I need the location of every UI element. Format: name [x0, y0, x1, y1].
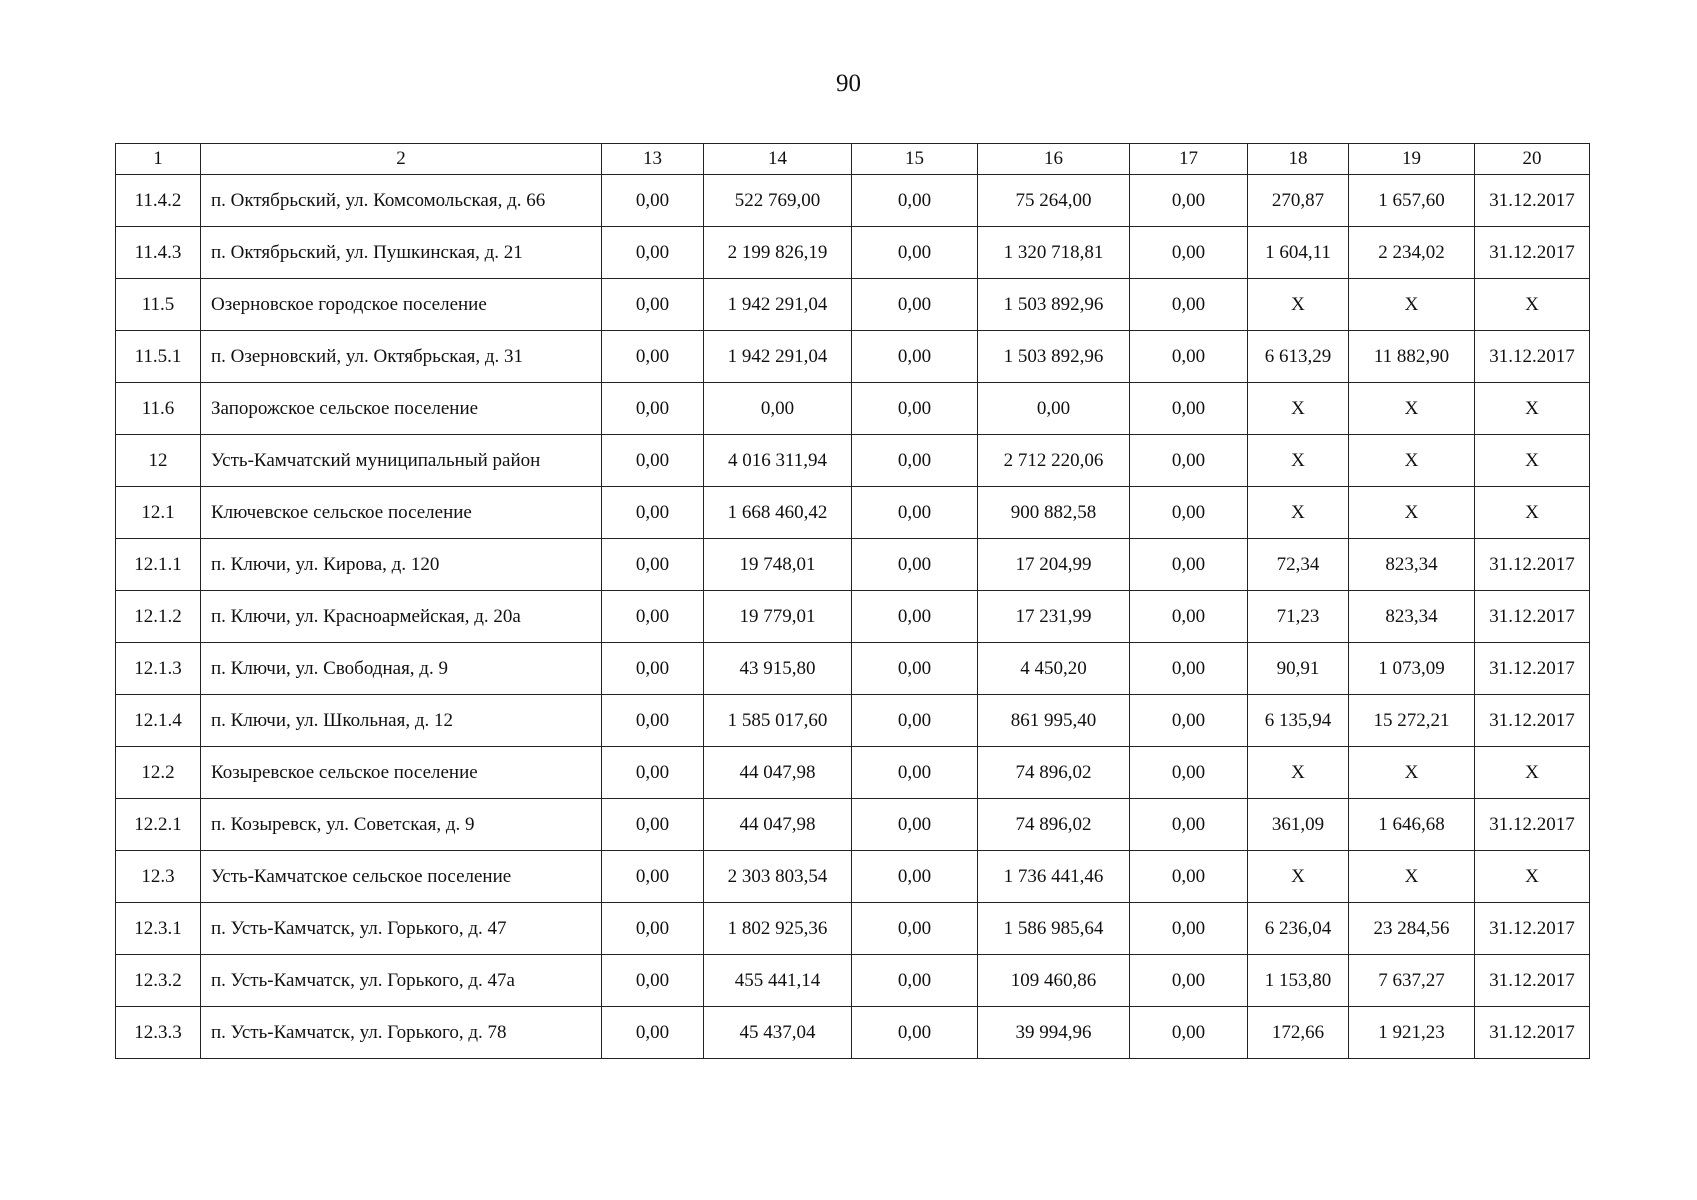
- table-row: [116, 903, 1590, 955]
- table-cell: 0,00: [602, 539, 704, 591]
- table-row: [116, 747, 1590, 799]
- table-row: [116, 955, 1590, 1007]
- table-cell: 7 637,27: [1349, 955, 1475, 1007]
- column-header: 1: [116, 144, 201, 175]
- table-cell: 74 896,02: [978, 799, 1130, 851]
- column-header: 13: [602, 144, 704, 175]
- row-name-cell: Ключевское сельское поселение: [201, 487, 602, 539]
- table-cell: 6 135,94: [1248, 695, 1349, 747]
- table-cell: 0,00: [602, 799, 704, 851]
- row-name-cell: п. Ключи, ул. Красноармейская, д. 20а: [201, 591, 602, 643]
- table-cell: 0,00: [602, 331, 704, 383]
- table-cell: 44 047,98: [704, 747, 852, 799]
- table-cell: 0,00: [852, 435, 978, 487]
- table-cell: 2 199 826,19: [704, 227, 852, 279]
- table-cell: 0,00: [1130, 383, 1248, 435]
- table-cell: 361,09: [1248, 799, 1349, 851]
- table-cell: 0,00: [1130, 331, 1248, 383]
- table-cell: 0,00: [852, 1007, 978, 1059]
- row-number-cell: 12.1.4: [116, 695, 201, 747]
- table-row: [116, 435, 1590, 487]
- table-cell: 1 736 441,46: [978, 851, 1130, 903]
- table-cell: 0,00: [1130, 955, 1248, 1007]
- table-cell: 0,00: [852, 331, 978, 383]
- table-cell: X: [1248, 851, 1349, 903]
- table-cell: X: [1248, 383, 1349, 435]
- table-cell: 31.12.2017: [1475, 903, 1590, 955]
- table-cell: 0,00: [602, 487, 704, 539]
- row-number-cell: 12.3.3: [116, 1007, 201, 1059]
- table-row: [116, 175, 1590, 227]
- row-name-cell: п. Октябрьский, ул. Пушкинская, д. 21: [201, 227, 602, 279]
- row-number-cell: 12.3.1: [116, 903, 201, 955]
- header-row: [116, 144, 1590, 175]
- table-cell: 1 921,23: [1349, 1007, 1475, 1059]
- row-name-cell: Запорожское сельское поселение: [201, 383, 602, 435]
- row-number-cell: 11.5: [116, 279, 201, 331]
- table-body: [116, 175, 1590, 1059]
- table-cell: 0,00: [1130, 279, 1248, 331]
- row-name-cell: п. Озерновский, ул. Октябрьская, д. 31: [201, 331, 602, 383]
- table-cell: 0,00: [602, 643, 704, 695]
- table-cell: 1 668 460,42: [704, 487, 852, 539]
- row-number-cell: 12.1.1: [116, 539, 201, 591]
- table-cell: 0,00: [1130, 695, 1248, 747]
- table-cell: 0,00: [852, 799, 978, 851]
- row-name-cell: п. Ключи, ул. Школьная, д. 12: [201, 695, 602, 747]
- table-cell: 0,00: [602, 383, 704, 435]
- column-header: 2: [201, 144, 602, 175]
- table-cell: 0,00: [602, 227, 704, 279]
- table-cell: 2 234,02: [1349, 227, 1475, 279]
- table-cell: 0,00: [1130, 591, 1248, 643]
- table-cell: 1 942 291,04: [704, 279, 852, 331]
- table-cell: 109 460,86: [978, 955, 1130, 1007]
- table-cell: 1 942 291,04: [704, 331, 852, 383]
- table-cell: X: [1248, 747, 1349, 799]
- table-cell: 39 994,96: [978, 1007, 1130, 1059]
- table-cell: X: [1475, 851, 1590, 903]
- table-cell: 44 047,98: [704, 799, 852, 851]
- table-header: [116, 144, 1590, 175]
- table-cell: X: [1349, 851, 1475, 903]
- table-cell: 0,00: [852, 695, 978, 747]
- table-cell: 15 272,21: [1349, 695, 1475, 747]
- table-row: [116, 799, 1590, 851]
- table-cell: 172,66: [1248, 1007, 1349, 1059]
- column-header: 17: [1130, 144, 1248, 175]
- table-cell: 0,00: [602, 1007, 704, 1059]
- row-number-cell: 12: [116, 435, 201, 487]
- table-cell: 0,00: [852, 383, 978, 435]
- row-name-cell: п. Ключи, ул. Свободная, д. 9: [201, 643, 602, 695]
- table-cell: 1 657,60: [1349, 175, 1475, 227]
- table-cell: 31.12.2017: [1475, 539, 1590, 591]
- table-cell: 1 073,09: [1349, 643, 1475, 695]
- table-cell: 0,00: [852, 539, 978, 591]
- row-name-cell: Усть-Камчатское сельское поселение: [201, 851, 602, 903]
- table-cell: 31.12.2017: [1475, 643, 1590, 695]
- row-name-cell: п. Усть-Камчатск, ул. Горького, д. 47а: [201, 955, 602, 1007]
- table-cell: 522 769,00: [704, 175, 852, 227]
- table-cell: 0,00: [602, 279, 704, 331]
- column-header: 20: [1475, 144, 1590, 175]
- table-cell: 0,00: [852, 903, 978, 955]
- table-cell: 455 441,14: [704, 955, 852, 1007]
- table-row: [116, 1007, 1590, 1059]
- table-cell: 0,00: [1130, 643, 1248, 695]
- table-cell: X: [1248, 487, 1349, 539]
- table-cell: 823,34: [1349, 539, 1475, 591]
- table-cell: 17 231,99: [978, 591, 1130, 643]
- table-cell: 75 264,00: [978, 175, 1130, 227]
- row-number-cell: 11.4.3: [116, 227, 201, 279]
- table-cell: 6 236,04: [1248, 903, 1349, 955]
- table-cell: 31.12.2017: [1475, 331, 1590, 383]
- table-cell: 0,00: [852, 227, 978, 279]
- table-cell: 71,23: [1248, 591, 1349, 643]
- table-row: [116, 539, 1590, 591]
- table-cell: 0,00: [852, 591, 978, 643]
- table-cell: 31.12.2017: [1475, 175, 1590, 227]
- table-cell: 90,91: [1248, 643, 1349, 695]
- table-cell: 0,00: [852, 747, 978, 799]
- table-cell: 0,00: [602, 903, 704, 955]
- table-cell: 0,00: [1130, 539, 1248, 591]
- row-name-cell: п. Усть-Камчатск, ул. Горького, д. 78: [201, 1007, 602, 1059]
- table-cell: 0,00: [602, 435, 704, 487]
- table-cell: 0,00: [1130, 851, 1248, 903]
- table-cell: 31.12.2017: [1475, 955, 1590, 1007]
- row-number-cell: 12.1: [116, 487, 201, 539]
- table-cell: 0,00: [602, 955, 704, 1007]
- row-name-cell: Усть-Камчатский муниципальный район: [201, 435, 602, 487]
- row-number-cell: 12.1.3: [116, 643, 201, 695]
- table-cell: 19 748,01: [704, 539, 852, 591]
- table-row: [116, 643, 1590, 695]
- table-cell: X: [1475, 487, 1590, 539]
- table-cell: 0,00: [602, 175, 704, 227]
- row-number-cell: 11.4.2: [116, 175, 201, 227]
- row-number-cell: 12.2.1: [116, 799, 201, 851]
- table-cell: 2 712 220,06: [978, 435, 1130, 487]
- table-row: [116, 227, 1590, 279]
- table-cell: 1 585 017,60: [704, 695, 852, 747]
- column-header: 16: [978, 144, 1130, 175]
- table-cell: 0,00: [1130, 435, 1248, 487]
- table-cell: 31.12.2017: [1475, 695, 1590, 747]
- table-cell: 1 646,68: [1349, 799, 1475, 851]
- row-name-cell: Козыревское сельское поселение: [201, 747, 602, 799]
- table-cell: X: [1475, 279, 1590, 331]
- column-header: 18: [1248, 144, 1349, 175]
- table-cell: X: [1475, 435, 1590, 487]
- table-cell: 0,00: [602, 695, 704, 747]
- table-cell: 0,00: [852, 279, 978, 331]
- table-cell: X: [1349, 383, 1475, 435]
- table-cell: 31.12.2017: [1475, 591, 1590, 643]
- table-cell: 31.12.2017: [1475, 1007, 1590, 1059]
- table-cell: 23 284,56: [1349, 903, 1475, 955]
- table-cell: 31.12.2017: [1475, 799, 1590, 851]
- row-name-cell: Озерновское городское поселение: [201, 279, 602, 331]
- table-cell: X: [1349, 487, 1475, 539]
- table-cell: 4 450,20: [978, 643, 1130, 695]
- row-name-cell: п. Октябрьский, ул. Комсомольская, д. 66: [201, 175, 602, 227]
- table-row: [116, 331, 1590, 383]
- table-cell: 45 437,04: [704, 1007, 852, 1059]
- table-cell: X: [1475, 383, 1590, 435]
- table-cell: 72,34: [1248, 539, 1349, 591]
- table-cell: 900 882,58: [978, 487, 1130, 539]
- row-number-cell: 12.2: [116, 747, 201, 799]
- table-row: [116, 279, 1590, 331]
- row-name-cell: п. Усть-Камчатск, ул. Горького, д. 47: [201, 903, 602, 955]
- table-cell: 17 204,99: [978, 539, 1130, 591]
- table-cell: X: [1248, 435, 1349, 487]
- table-cell: X: [1349, 279, 1475, 331]
- table-cell: 74 896,02: [978, 747, 1130, 799]
- table-cell: 0,00: [852, 955, 978, 1007]
- row-number-cell: 11.5.1: [116, 331, 201, 383]
- column-header: 15: [852, 144, 978, 175]
- table-cell: 0,00: [602, 851, 704, 903]
- table-cell: 0,00: [1130, 175, 1248, 227]
- table-cell: 0,00: [1130, 747, 1248, 799]
- page-number: 90: [836, 70, 861, 97]
- table-cell: X: [1349, 435, 1475, 487]
- table-cell: X: [1349, 747, 1475, 799]
- table-cell: 0,00: [1130, 1007, 1248, 1059]
- table-cell: 0,00: [602, 747, 704, 799]
- column-header: 14: [704, 144, 852, 175]
- table-row: [116, 591, 1590, 643]
- table-cell: 270,87: [1248, 175, 1349, 227]
- table-row: [116, 383, 1590, 435]
- data-table: [115, 143, 1590, 1059]
- row-number-cell: 12.1.2: [116, 591, 201, 643]
- table-cell: 4 016 311,94: [704, 435, 852, 487]
- row-name-cell: п. Ключи, ул. Кирова, д. 120: [201, 539, 602, 591]
- table-cell: 0,00: [1130, 487, 1248, 539]
- table-cell: 1 503 892,96: [978, 331, 1130, 383]
- table-cell: 0,00: [704, 383, 852, 435]
- table-cell: X: [1248, 279, 1349, 331]
- table-cell: X: [1475, 747, 1590, 799]
- table-cell: 0,00: [1130, 227, 1248, 279]
- table-cell: 0,00: [852, 643, 978, 695]
- table-cell: 0,00: [602, 591, 704, 643]
- table-cell: 43 915,80: [704, 643, 852, 695]
- table-cell: 0,00: [852, 175, 978, 227]
- table-cell: 1 503 892,96: [978, 279, 1130, 331]
- table-cell: 0,00: [1130, 799, 1248, 851]
- table-cell: 1 153,80: [1248, 955, 1349, 1007]
- table-cell: 11 882,90: [1349, 331, 1475, 383]
- column-header: 19: [1349, 144, 1475, 175]
- table-cell: 0,00: [978, 383, 1130, 435]
- table-cell: 0,00: [1130, 903, 1248, 955]
- table-cell: 19 779,01: [704, 591, 852, 643]
- table-cell: 1 586 985,64: [978, 903, 1130, 955]
- table-row: [116, 695, 1590, 747]
- table-row: [116, 487, 1590, 539]
- table-cell: 1 604,11: [1248, 227, 1349, 279]
- row-name-cell: п. Козыревск, ул. Советская, д. 9: [201, 799, 602, 851]
- table-cell: 861 995,40: [978, 695, 1130, 747]
- table-cell: 0,00: [852, 851, 978, 903]
- table-cell: 2 303 803,54: [704, 851, 852, 903]
- table-cell: 1 802 925,36: [704, 903, 852, 955]
- table-row: [116, 851, 1590, 903]
- row-number-cell: 12.3.2: [116, 955, 201, 1007]
- table-cell: 1 320 718,81: [978, 227, 1130, 279]
- table-cell: 6 613,29: [1248, 331, 1349, 383]
- row-number-cell: 11.6: [116, 383, 201, 435]
- row-number-cell: 12.3: [116, 851, 201, 903]
- table-cell: 0,00: [852, 487, 978, 539]
- table-cell: 31.12.2017: [1475, 227, 1590, 279]
- table-cell: 823,34: [1349, 591, 1475, 643]
